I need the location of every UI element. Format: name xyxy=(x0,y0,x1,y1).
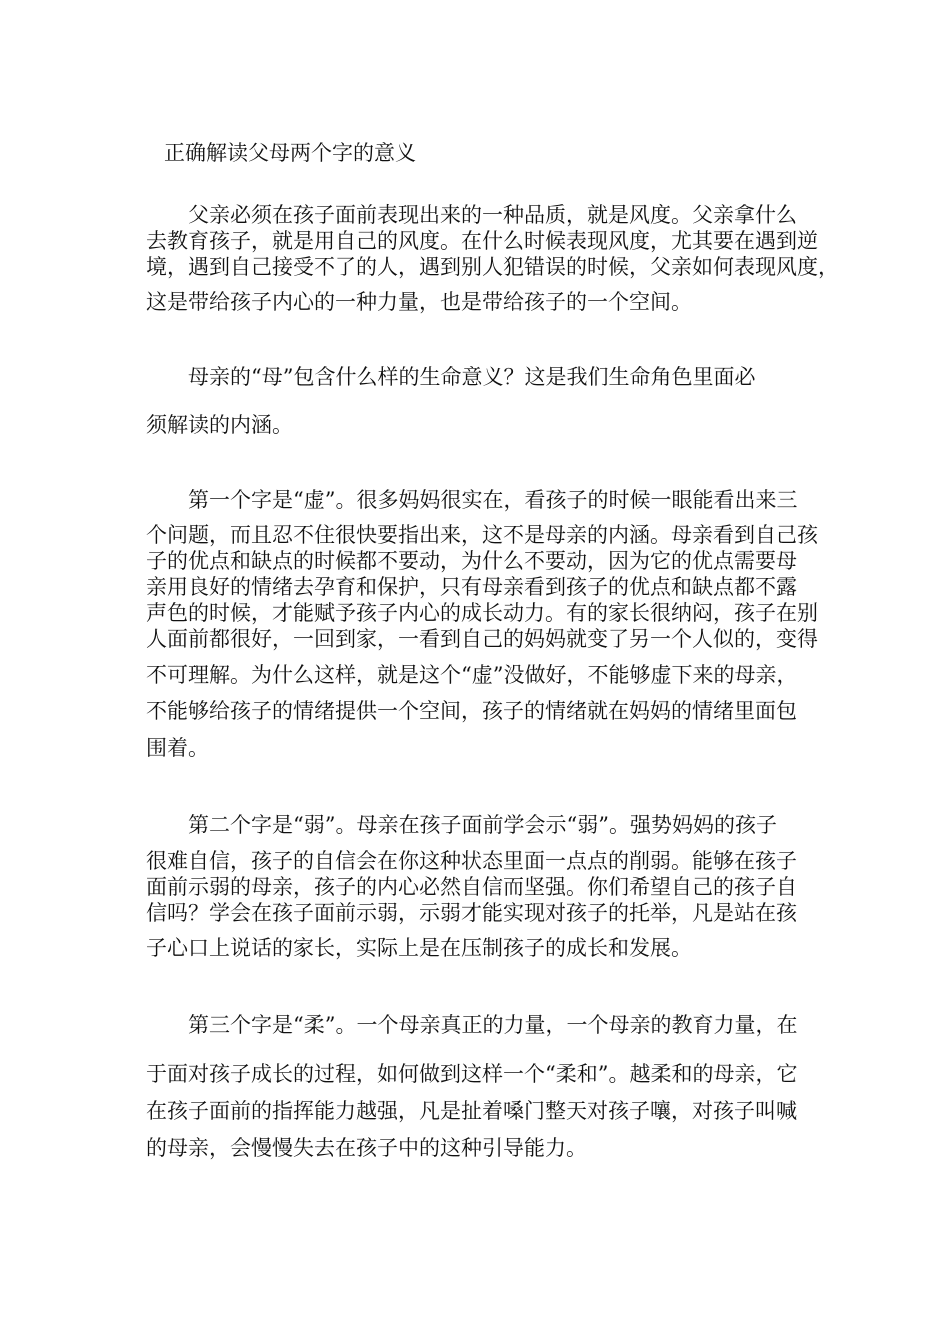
paragraph-1-line-1: 父亲必须在孩子面前表现出来的一种品质，就是风度。父亲拿什么 xyxy=(188,203,797,227)
paragraph-3-line-8: 不能够给孩子的情绪提供一个空间，孩子的情绪就在妈妈的情绪里面包 xyxy=(146,699,797,723)
paragraph-3-line-9: 围着。 xyxy=(146,736,209,760)
paragraph-3-line-4: 亲用良好的情绪去孕育和保护，只有母亲看到孩子的优点和缺点都不露 xyxy=(146,575,797,599)
paragraph-1-line-2: 去教育孩子，就是用自己的风度。在什么时候表现风度，尤其要在遇到逆 xyxy=(146,229,818,253)
paragraph-5-line-4: 的母亲，会慢慢失去在孩子中的这种引导能力。 xyxy=(146,1136,587,1160)
paragraph-3-line-5: 声色的时候，才能赋予孩子内心的成长动力。有的家长很纳闷，孩子在别 xyxy=(146,601,818,625)
document-title: 正确解读父母两个字的意义 xyxy=(164,141,416,165)
paragraph-4-line-2: 很难自信，孩子的自信会在你这种状态里面一点点的削弱。能够在孩子 xyxy=(146,849,797,873)
paragraph-3-line-2: 个问题，而且忍不住很快要指出来，这不是母亲的内涵。母亲看到自己孩 xyxy=(146,523,818,547)
paragraph-3-line-3: 子的优点和缺点的时候都不要动，为什么不要动，因为它的优点需要母 xyxy=(146,549,797,573)
paragraph-2-line-2: 须解读的内涵。 xyxy=(146,413,293,437)
paragraph-4-line-1: 第二个字是“弱”。母亲在孩子面前学会示“弱”。强势妈妈的孩子 xyxy=(188,813,777,837)
paragraph-3-line-1: 第一个字是“虚”。很多妈妈很实在，看孩子的时候一眼能看出来三 xyxy=(188,488,798,512)
paragraph-2-line-1: 母亲的“母”包含什么样的生命意义？这是我们生命角色里面必 xyxy=(188,365,756,389)
paragraph-4-line-4: 信吗？学会在孩子面前示弱，示弱才能实现对孩子的托举，凡是站在孩 xyxy=(146,901,797,925)
paragraph-5-line-3: 在孩子面前的指挥能力越强，凡是扯着嗓门整天对孩子嚷，对孩子叫喊 xyxy=(146,1099,797,1123)
paragraph-3-line-7: 不可理解。为什么这样，就是这个“虚”没做好，不能够虚下来的母亲， xyxy=(146,663,798,687)
paragraph-4-line-5: 子心口上说话的家长，实际上是在压制孩子的成长和发展。 xyxy=(146,936,692,960)
paragraph-5-line-1: 第三个字是“柔”。一个母亲真正的力量，一个母亲的教育力量，在 xyxy=(188,1013,798,1037)
paragraph-4-line-3: 面前示弱的母亲，孩子的内心必然自信而坚强。你们希望自己的孩子自 xyxy=(146,875,797,899)
paragraph-1-line-3: 境，遇到自己接受不了的人，遇到别人犯错误的时候，父亲如何表现风度， xyxy=(146,255,839,279)
paragraph-5-line-2: 于面对孩子成长的过程，如何做到这样一个“柔和”。越柔和的母亲，它 xyxy=(146,1062,798,1086)
paragraph-1-line-4: 这是带给孩子内心的一种力量，也是带给孩子的一个空间。 xyxy=(146,290,692,314)
paragraph-3-line-6: 人面前都很好，一回到家，一看到自己的妈妈就变了另一个人似的，变得 xyxy=(146,627,818,651)
